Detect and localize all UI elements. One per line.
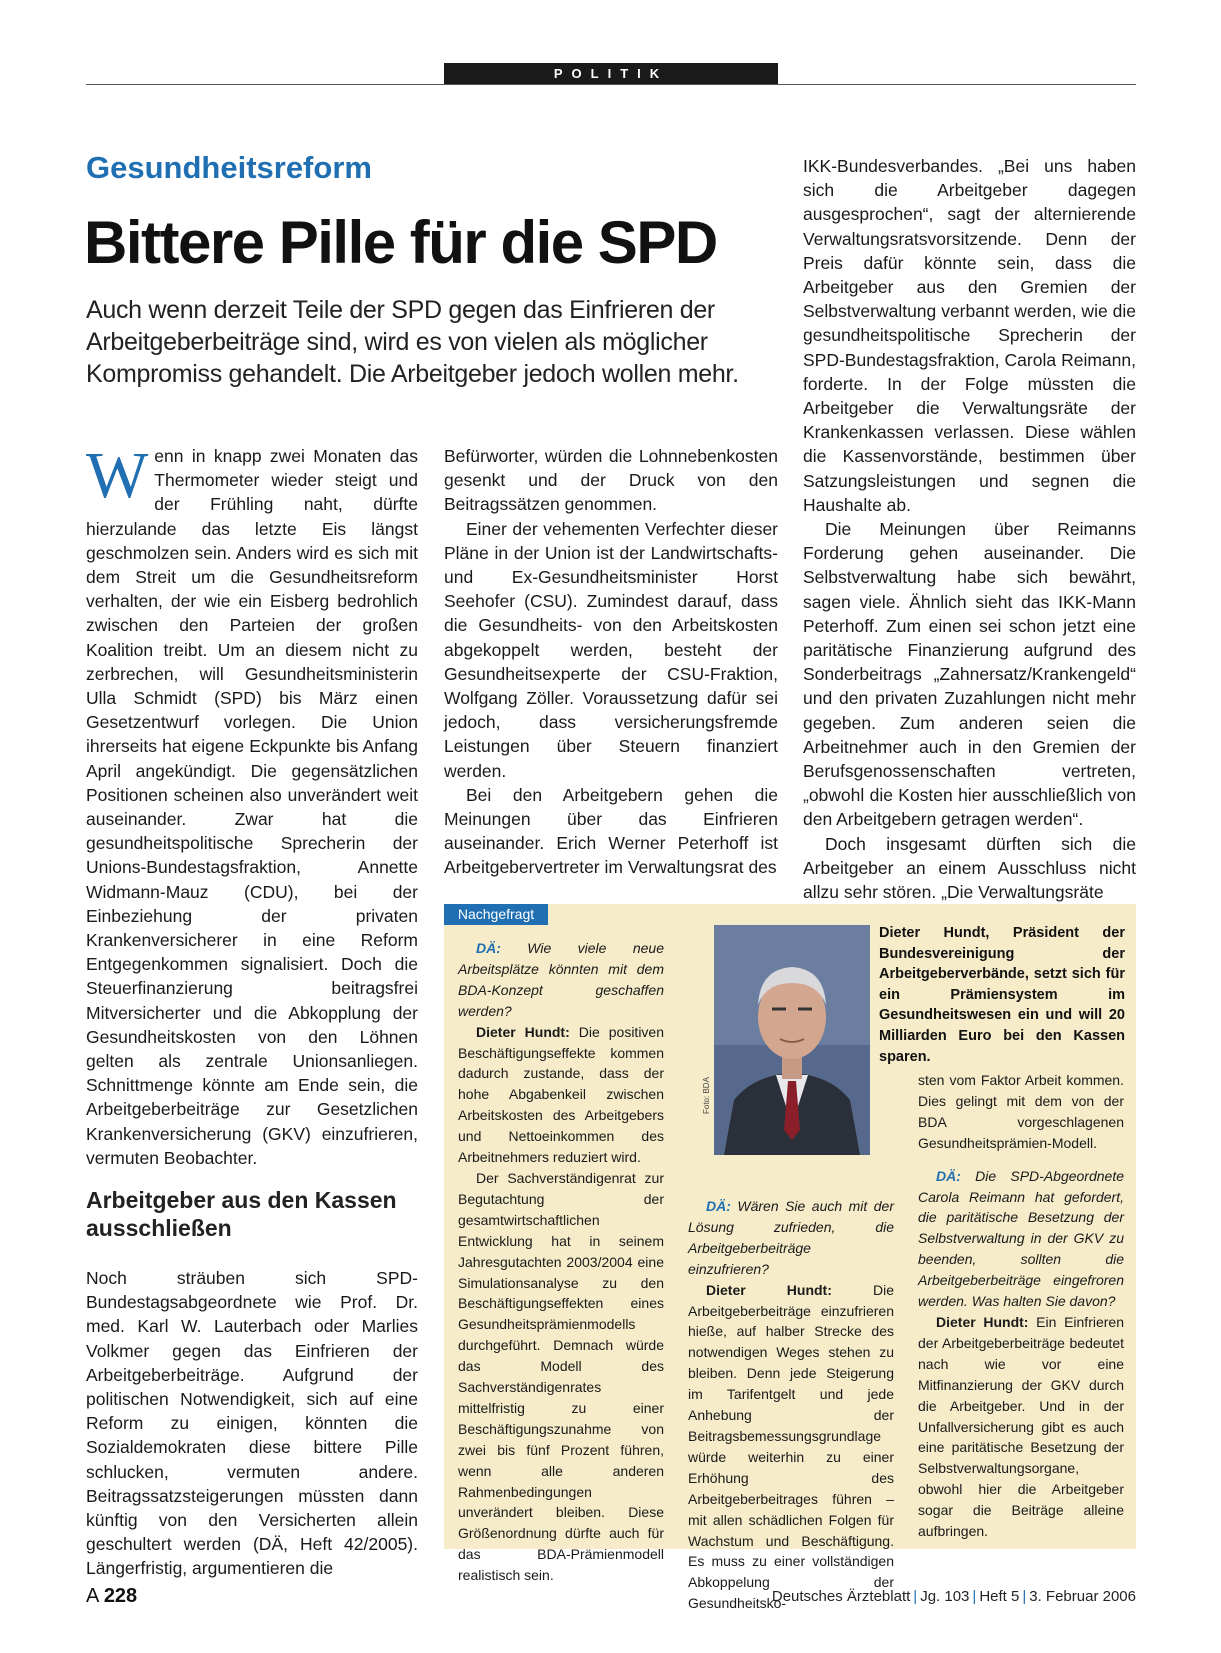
kicker: Gesundheitsreform [86,150,372,185]
article-column-1 [86,439,418,1170]
article-column-3 [803,154,1136,904]
article-column-1-continued [86,1266,418,1581]
interview-column-2 [688,1196,894,1614]
portrait-illustration [714,925,870,1155]
interview-question [918,1166,1124,1312]
journal-volume: Jg. 103 [920,1588,970,1605]
answer-text: Ein Einfrieren der Arbeitgeberbeiträge bedeutet nach wie vor eine Mitfinanzierung der GKV durch die Arbeitgeber. Und in der Unfallversicherung gibt es auch eine paritätische Besetzung der Selbstverwaltungsorgane, obwohl hier die Arbeitgeber sogar die Beiträge alleine aufbringen. [918,1313,1124,1540]
question-text: Wie viele neue Arbeitsplätze könnten mit dem BDA-Konzept geschaffen werden? [458,940,664,1019]
page-number-value: 228 [103,1585,138,1607]
article-paragraph: IKK-Bundesverbandes. „Bei uns haben sich die Arbeitgeber dagegen ausgesprochen“, sagt der alternierende Verwaltungsratsvorsitzende. Denn der Preis dafür könnte sein, dass die Arbeitgeber aus den Gremien der Selbstverwaltung verbannt werden, wie die gesundheitspolitische Sprecherin der SPD-Bundestagsfraktion, Carola Reimann, forderte. In der Folge müssten die Arbeitgeber die Verwaltungsräte der Krankenkassen verlassen. Diese wählen die Kassenvorstände, bestimmen über Satzungsleistungen und segnen die Haushalte ab. [803,156,1136,515]
answer-text: Die Arbeitgeberbeiträge einzufrieren hieße, auf halber Strecke des notwendigen Weges stehen zu bleiben. Denn jede Steigerung im Tarifentgelt und jede Anhebung der Beitragsbemessungsgrundlage würde weiterhin zu einer Erhöhung des Arbeitgeberbeitrages führen – mit allen schädlichen Folgen für Wachstum und Beschäftigung. Es muss zu einer vollständigen Abkoppelung der Gesundheitsko- [688,1281,894,1612]
journal-reference: Deutsches Ärzteblatt | Jg. 103 | Heft 5 | 3. Februar 2006 [771,1588,1136,1605]
interview-answer: Der Sachverständigenrat zur Begutachtung der gesamtwirtschaftlichen Entwicklung hat in seinem Jahresgutachten 2003/2004 eine Simulationsanalyse zu den Beschäftigungseffekten eines Gesundheitsprämienmodells durchgeführt. Demnach würde das Modell des Sachverständigenrates mittelfristig zu einer Beschäftigungszunahme von zwei bis fünf Prozent führen, wenn alle anderen Rahmenbedingungen unverändert bleiben. Diese Größenordnung dürfte auch für das BDA-Prämienmodell realistisch sein. [458,1169,664,1584]
answer-text: Die positiven Beschäftigungseffekte kommen dadurch zustande, dass der hohe Abgabenkeil zwischen Arbeitskosten des Arbeitgebers und Nettoeinkommen des Arbeitnehmers reduziert wird. [458,1023,664,1166]
interview-answer: sten vom Faktor Arbeit kommen. Dies gelingt mit dem von der BDA vorgeschlagenen Gesundheitsprämien-Modell. [918,1072,1124,1151]
interviewer-label: DÄ: [476,940,501,956]
interview-tag: Nachgefragt [444,904,548,925]
interview-question [688,1196,894,1280]
speaker-label: Dieter Hundt: [476,1023,570,1040]
article-paragraph: Bei den Arbeitgebern gehen die Meinungen über das Einfrieren auseinander. Erich Werner Peterhoff ist Arbeitgebervertreter im Verwaltungsrat des [444,784,778,878]
question-text: Wären Sie auch mit der Lösung zufrieden, die Arbeitgeberbeiträge einzufrieren? [688,1198,894,1277]
subheading: Arbeitgeber aus den Kassen ausschließen [86,1187,397,1241]
page-prefix: A [86,1585,99,1607]
article-paragraph: Die Meinungen über Reimanns Forderung gehen auseinander. Die Selbstverwaltung habe sich bewährt, sagen viele. Ähnlich sieht das IKK-Mann Peterhoff. Zum einen sei schon jetzt eine paritätische Finanzierung aufgrund des Sonderbeitrags „Zahnersatz/Krankengeld“ und den privaten Zuzahlungen nicht mehr gegeben. Zum anderen seien die Arbeitnehmer auch in den Gremien der Berufsgenossenschaften vertreten, „obwohl die Kosten hier ausschließlich von den Arbeitgebern getragen werden“. [803,519,1136,830]
drop-cap: W [86,439,149,512]
interview-answer [688,1280,894,1615]
speaker-label: Dieter Hundt: [706,1281,832,1298]
header-rule [86,84,1136,85]
interview-answer [918,1312,1124,1542]
article-paragraph: Einer der vehementen Verfechter dieser Pläne in der Union ist der Landwirtschafts- und Ex-Gesundheitsminister Horst Seehofer (CSU). Zumindest darauf, dass die Gesundheits- von den Arbeitskosten abgekoppelt werden, besteht der Gesundheitsexperte der CSU-Fraktion, Wolfgang Zöller. Voraussetzung dafür sei jedoch, dass versicherungsfremde Leistungen über Steuern finanziert werden. [444,518,778,781]
article-paragraph: Doch insgesamt dürften sich die Arbeitgeber an einem Ausschluss nicht allzu sehr stören. „Die Verwaltungsräte [803,833,1136,903]
lede: Auch wenn derzeit Teile der SPD gegen das Einfrieren der Arbeitgeberbeiträge sind, wird es von vielen als möglicher Kompromiss gehandelt. Die Arbeitgeber jedoch wollen mehr. [86,296,739,388]
interview-answer [458,1022,664,1168]
photo-caption: Dieter Hundt, Präsident der Bundesvereinigung der Arbeitgeberverbände, setzt sich für ein Prämiensystem im Gesundheitswesen ein und will 20 Milliarden Euro bei den Kassen sparen. [879,925,1125,1065]
headline: Bittere Pille für die SPD [84,209,717,276]
interview-column-3 [918,1070,1124,1542]
article-paragraph: Noch sträuben sich SPD-Bundestagsabgeordnete wie Prof. Dr. med. Karl W. Lauterbach oder Marlies Volkmer gegen das Einfrieren der Arbeitgeberbeiträge. Aufgrund der politischen Notwendigkeit, sich auf eine Reform zu einigen, könnten die Sozialdemokraten diese bittere Pille schlucken, vermuten andere. Beitragssatzsteigerungen müssten dann künftig von den Versicherten allein geschultert werden (DÄ, Heft 42/2005). Längerfristig, argumentieren die [86,1268,418,1579]
speaker-label: Dieter Hundt: [936,1313,1029,1330]
article-paragraph: enn in knapp zwei Monaten das Thermometer wieder steigt und der Frühling naht, dürfte hierzulande das letzte Eis längst geschmolzen sein. Anders wird es sich mit dem Streit um die Gesundheitsreform verhalten, der wie ein Eisberg bedrohlich zwischen den Parteien der großen Koalition treibt. Um an diesem nicht zu zerbrechen, will Gesundheitsministerin Ulla Schmidt (SPD) bis März einen Gesetzentwurf vorlegen. Die Union ihrerseits hat eigene Eckpunkte bis Anfang April angekündigt. Die gegensätzlichen Positionen scheinen also unverändert weit auseinander. Zwar hat die gesundheitspolitische Sprecherin der Unions-Bundestagsfraktion, Annette Widmann-Mauz (CDU), bei der Einbeziehung der privaten Krankenversicherer in eine Reform Entgegenkommen signalisiert. Doch die Steuerfinanzierung beitragsfrei Mitversicherter und die Abkopplung der Gesundheitskosten von den Löhnen gelten als zentrale Unionsanliegen. Schnittmenge könnte am Ende sein, die Arbeitgeberbeiträge zur Gesetzlichen Krankenversicherung (GKV) einzufrieren, vermuten Beobachter. [86,446,418,1168]
article-column-2 [444,444,778,880]
portrait-photo [714,925,870,1155]
interviewer-label: DÄ: [936,1167,961,1184]
interviewer-label: DÄ: [706,1198,731,1214]
journal-name: Deutsches Ärzteblatt [771,1588,911,1605]
interview-column-1 [458,938,664,1586]
interview-question [458,938,664,1022]
article-paragraph: Befürworter, würden die Lohnnebenkosten gesenkt und der Druck von den Beitragssätzen genommen. [444,446,778,515]
journal-date: 3. Februar 2006 [1029,1588,1136,1605]
question-text: Die SPD-Abgeordnete Carola Reimann hat gefordert, die paritätische Besetzung der Selbstverwaltung in der GKV zu beenden, sollten die Arbeitgeberbeiträge eingefroren werden. Was halten Sie davon? [918,1167,1124,1310]
page-number [86,1585,137,1608]
photo-credit: Foto: BDA [702,1077,711,1114]
journal-issue: Heft 5 [979,1588,1020,1605]
section-label: POLITIK [444,63,778,84]
